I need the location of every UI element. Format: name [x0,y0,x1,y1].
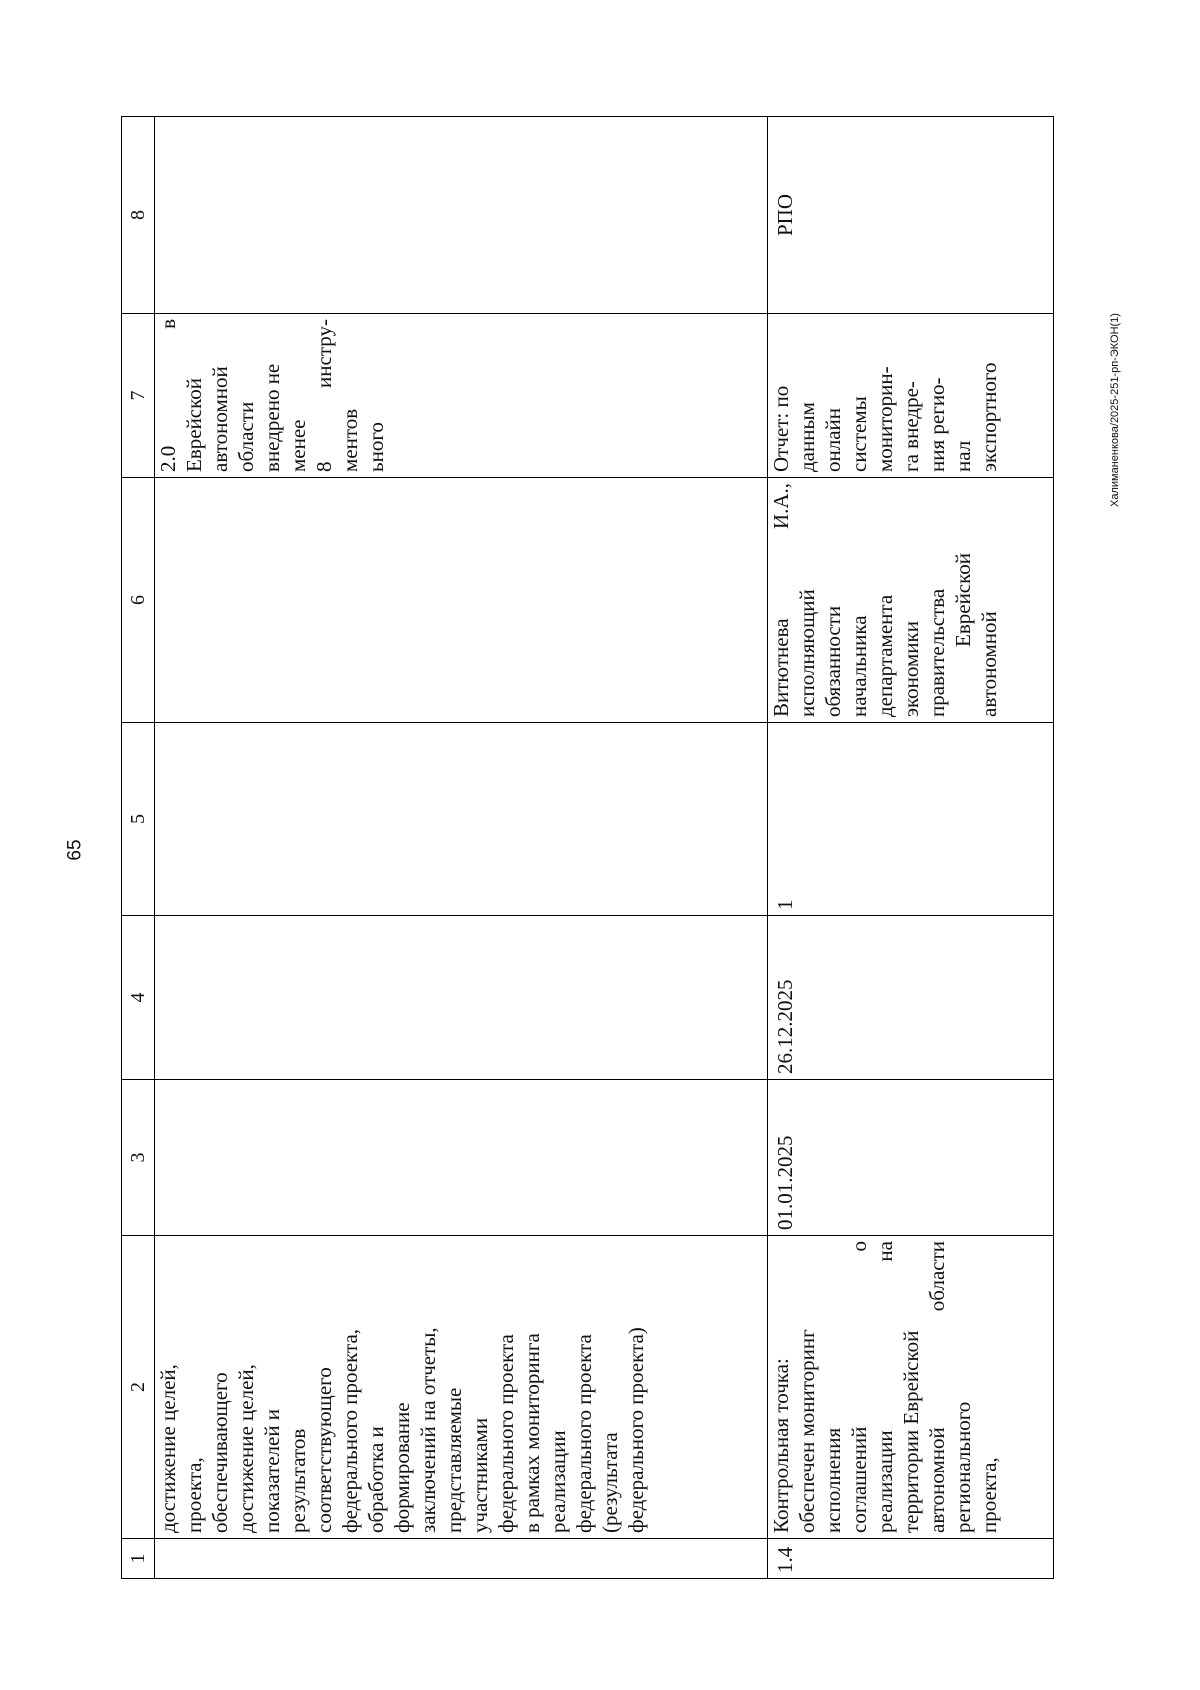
description-cell: Контрольная точка: обеспечен мониторинг исполнения соглашений о реализации на территории Еврейской автономной области регионального проекта, [768,1236,1054,1539]
info-system-cell [155,117,768,314]
plan-table [121,116,1054,1579]
page-number: 65 [64,839,86,861]
plan-table-container [121,117,1060,1579]
header-cell: 1 [122,1539,155,1579]
row-number-cell [155,1539,768,1579]
header-cell: 2 [122,1236,155,1539]
start-date-cell [155,1080,768,1236]
header-cell: 8 [122,117,155,314]
start-date-cell: 01.01.2025 [768,1080,1054,1236]
responsible-cell: Витютнева И.А., исполняющий обязанности начальника департамента экономики правительства Еврейской автономной [768,478,1054,723]
info-system-cell: РПО [768,117,1054,314]
responsible-cell [155,478,768,723]
value-cell: 1 [768,723,1054,916]
header-cell: 6 [122,478,155,723]
row-number-cell: 1.4 [768,1539,1054,1579]
table-row [768,117,1054,1579]
end-date-cell [155,916,768,1080]
value-cell [155,723,768,916]
end-date-cell: 26.12.2025 [768,916,1054,1080]
header-cell: 7 [122,314,155,478]
table-row [155,117,768,1579]
table-header-row [122,117,155,1579]
description-cell: достижение целей, проекта, обеспечивающего достижение целей, показателей и результатов соответствующего федерального проекта, обработка и формирование заключений на отчеты, представляемые участниками федерального проекта в рамках мониторинга реализации федерального проекта (результата федерального проекта) [155,1236,768,1539]
document-footer-code: Халиманенкова/2025-251-рп-ЭКОН(1) [1109,313,1121,507]
header-cell: 3 [122,1080,155,1236]
header-cell: 4 [122,916,155,1080]
header-cell: 5 [122,723,155,916]
result-cell: 2.0 в Еврейской автономной области внедрено не менее 8 инстру- ментов ьного [155,314,768,478]
result-cell: Отчет: по данным онлайн системы мониторин- га внедре- ния регио- нал экспортного [768,314,1054,478]
